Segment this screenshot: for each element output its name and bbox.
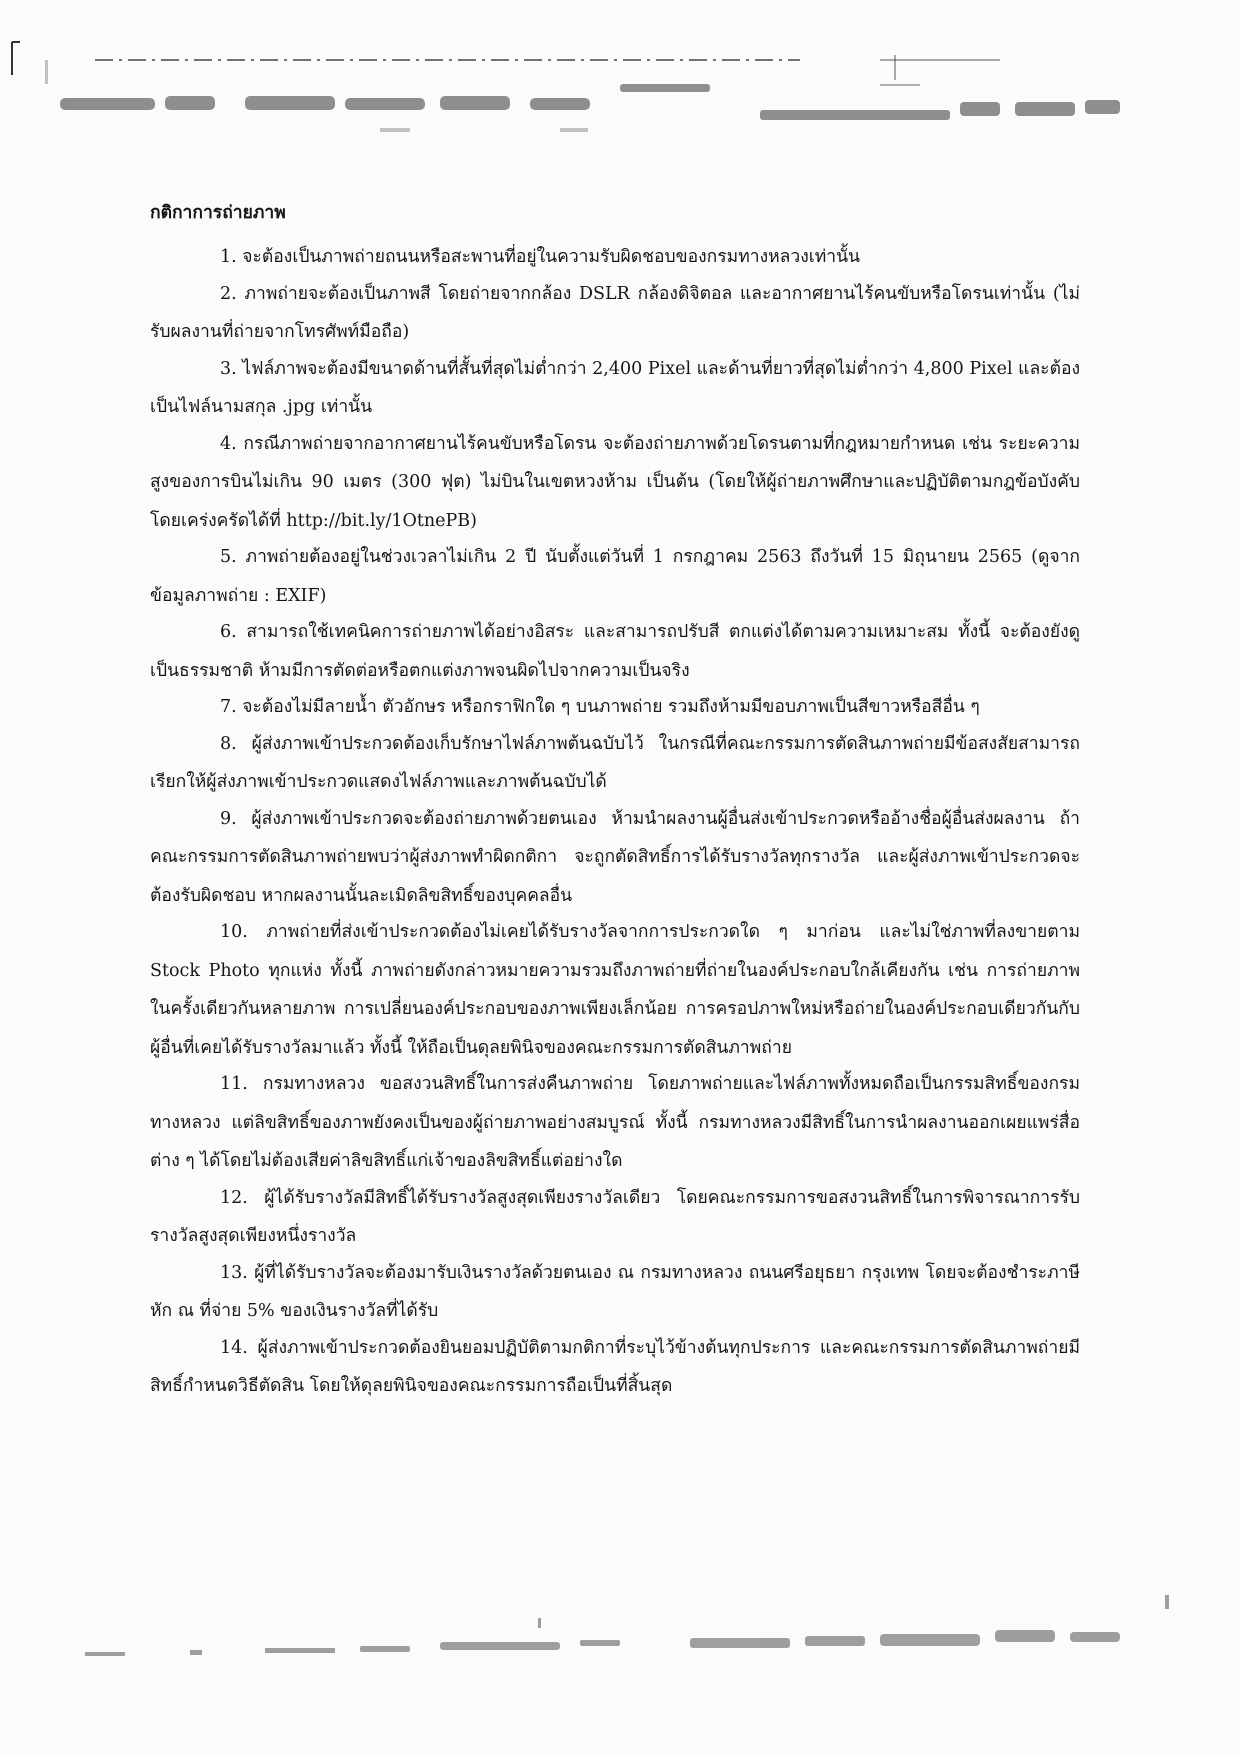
rule-13: 13. ผู้ที่ได้รับรางวัลจะต้องมารับเงินรางวัลด้วยตนเอง ณ กรมทางหลวง ถนนศรีอยุธยา กรุงเทพ โดยจะต้องชำระภาษีหัก ณ ที่จ่าย 5% ของเงินรางวัลที่ได้รับ xyxy=(150,1262,1080,1321)
scan-header-artifact xyxy=(0,0,1240,160)
rule-3: 3. ไฟล์ภาพจะต้องมีขนาดด้านที่สั้นที่สุดไม่ต่ำกว่า 2,400 Pixel และด้านที่ยาวที่สุดไม่ต่ำกว่า 4,800 Pixel และต้องเป็นไฟล์นามสกุล .jpg เท่านั้น xyxy=(150,358,1080,417)
rule-11: 11. กรมทางหลวง ขอสงวนสิทธิ์ในการส่งคืนภาพถ่าย โดยภาพถ่ายและไฟล์ภาพทั้งหมดถือเป็นกรรมสิทธิ์ของกรมทางหลวง แต่ลิขสิทธิ์ของภาพยังคงเป็นของผู้ถ่ายภาพอย่างสมบูรณ์ ทั้งนี้ กรมทางหลวงมีสิทธิ์ในการนำผลงานออกเผยแพร่สื่อต่าง ๆ ได้โดยไม่ต้องเสียค่าลิขสิทธิ์แก่เจ้าของลิขสิทธิ์แต่อย่างใด xyxy=(150,1074,1080,1171)
scan-footer-artifact xyxy=(0,1590,1240,1710)
rule-7: 7. จะต้องไม่มีลายน้ำ ตัวอักษร หรือกราฟิกใด ๆ บนภาพถ่าย รวมถึงห้ามมีขอบภาพเป็นสีขาวหรือสีอื่น ๆ xyxy=(220,697,980,717)
rule-9: 9. ผู้ส่งภาพเข้าประกวดจะต้องถ่ายภาพด้วยตนเอง ห้ามนำผลงานผู้อื่นส่งเข้าประกวดหรืออ้างชื่อผู้อื่นส่งผลงาน ถ้าคณะกรรมการตัดสินภาพถ่ายพบว่าผู้ส่งภาพทำผิดกติกา จะถูกตัดสิทธิ์การได้รับรางวัลทุกรางวัล และผู้ส่งภาพเข้าประกวดจะต้องรับผิดชอบ หากผลงานนั้นละเมิดลิขสิทธิ์ของบุคคลอื่น xyxy=(150,808,1080,906)
rule-4: 4. กรณีภาพถ่ายจากอากาศยานไร้คนขับหรือโดรน จะต้องถ่ายภาพด้วยโดรนตามที่กฎหมายกำหนด เช่น ระยะความสูงของการบินไม่เกิน 90 เมตร (300 ฟุต) ไม่บินในเขตหวงห้าม เป็นต้น (โดยให้ผู้ถ่ายภาพศึกษาและปฏิบัติตามกฎข้อบังคับโดยเคร่งครัดได้ที่ http://bit.ly/1OtnePB) xyxy=(150,433,1080,531)
rule-10: 10. ภาพถ่ายที่ส่งเข้าประกวดต้องไม่เคยได้รับรางวัลจากการประกวดใด ๆ มาก่อน และไม่ใช่ภาพที่ลงขายตาม Stock Photo ทุกแห่ง ทั้งนี้ ภาพถ่ายดังกล่าวหมายความรวมถึงภาพถ่ายที่ถ่ายในองค์ประกอบใกล้เคียงกัน เช่น การถ่ายภาพในครั้งเดียวกันหลายภาพ การเปลี่ยนองค์ประกอบของภาพเพียงเล็กน้อย การครอปภาพใหม่หรือถ่ายในองค์ประกอบเดียวกันกับผู้อื่นที่เคยได้รับรางวัลมาแล้ว ทั้งนี้ ให้ถือเป็นดุลยพินิจของคณะกรรมการตัดสินภาพถ่าย xyxy=(150,922,1080,1058)
rule-1: 1. จะต้องเป็นภาพถ่ายถนนหรือสะพานที่อยู่ในความรับผิดชอบของกรมทางหลวงเท่านั้น xyxy=(220,247,861,267)
rule-8: 8. ผู้ส่งภาพเข้าประกวดต้องเก็บรักษาไฟล์ภาพต้นฉบับไว้ ในกรณีที่คณะกรรมการตัดสินภาพถ่ายมีข้อสงสัยสามารถเรียกให้ผู้ส่งภาพเข้าประกวดแสดงไฟล์ภาพและภาพต้นฉบับได้ xyxy=(150,733,1080,792)
rule-14: 14. ผู้ส่งภาพเข้าประกวดต้องยินยอมปฏิบัติตามกติกาที่ระบุไว้ข้างต้นทุกประการ และคณะกรรมการตัดสินภาพถ่ายมีสิทธิ์กำหนดวิธีตัดสิน โดยให้ดุลยพินิจของคณะกรรมการถือเป็นที่สิ้นสุด xyxy=(150,1337,1080,1396)
rules-content xyxy=(150,200,1080,1404)
rule-6: 6. สามารถใช้เทคนิคการถ่ายภาพได้อย่างอิสระ และสามารถปรับสี ตกแต่งได้ตามความเหมาะสม ทั้งนี้ จะต้องยังดูเป็นธรรมชาติ ห้ามมีการตัดต่อหรือตกแต่งภาพจนผิดไปจากความเป็นจริง xyxy=(150,622,1080,681)
document-title: กติกาการถ่ายภาพ xyxy=(150,203,286,223)
rule-12: 12. ผู้ได้รับรางวัลมีสิทธิ์ได้รับรางวัลสูงสุดเพียงรางวัลเดียว โดยคณะกรรมการขอสงวนสิทธิ์ในการพิจารณาการรับรางวัลสูงสุดเพียงหนึ่งรางวัล xyxy=(150,1187,1080,1246)
rule-2: 2. ภาพถ่ายจะต้องเป็นภาพสี โดยถ่ายจากกล้อง DSLR กล้องดิจิตอล และอากาศยานไร้คนขับหรือโดรนเท่านั้น (ไม่รับผลงานที่ถ่ายจากโทรศัพท์มือถือ) xyxy=(150,283,1080,342)
rule-5: 5. ภาพถ่ายต้องอยู่ในช่วงเวลาไม่เกิน 2 ปี นับตั้งแต่วันที่ 1 กรกฎาคม 2563 ถึงวันที่ 15 มิถุนายน 2565 (ดูจากข้อมูลภาพถ่าย : EXIF) xyxy=(150,547,1080,606)
rules-list xyxy=(150,238,1080,1406)
